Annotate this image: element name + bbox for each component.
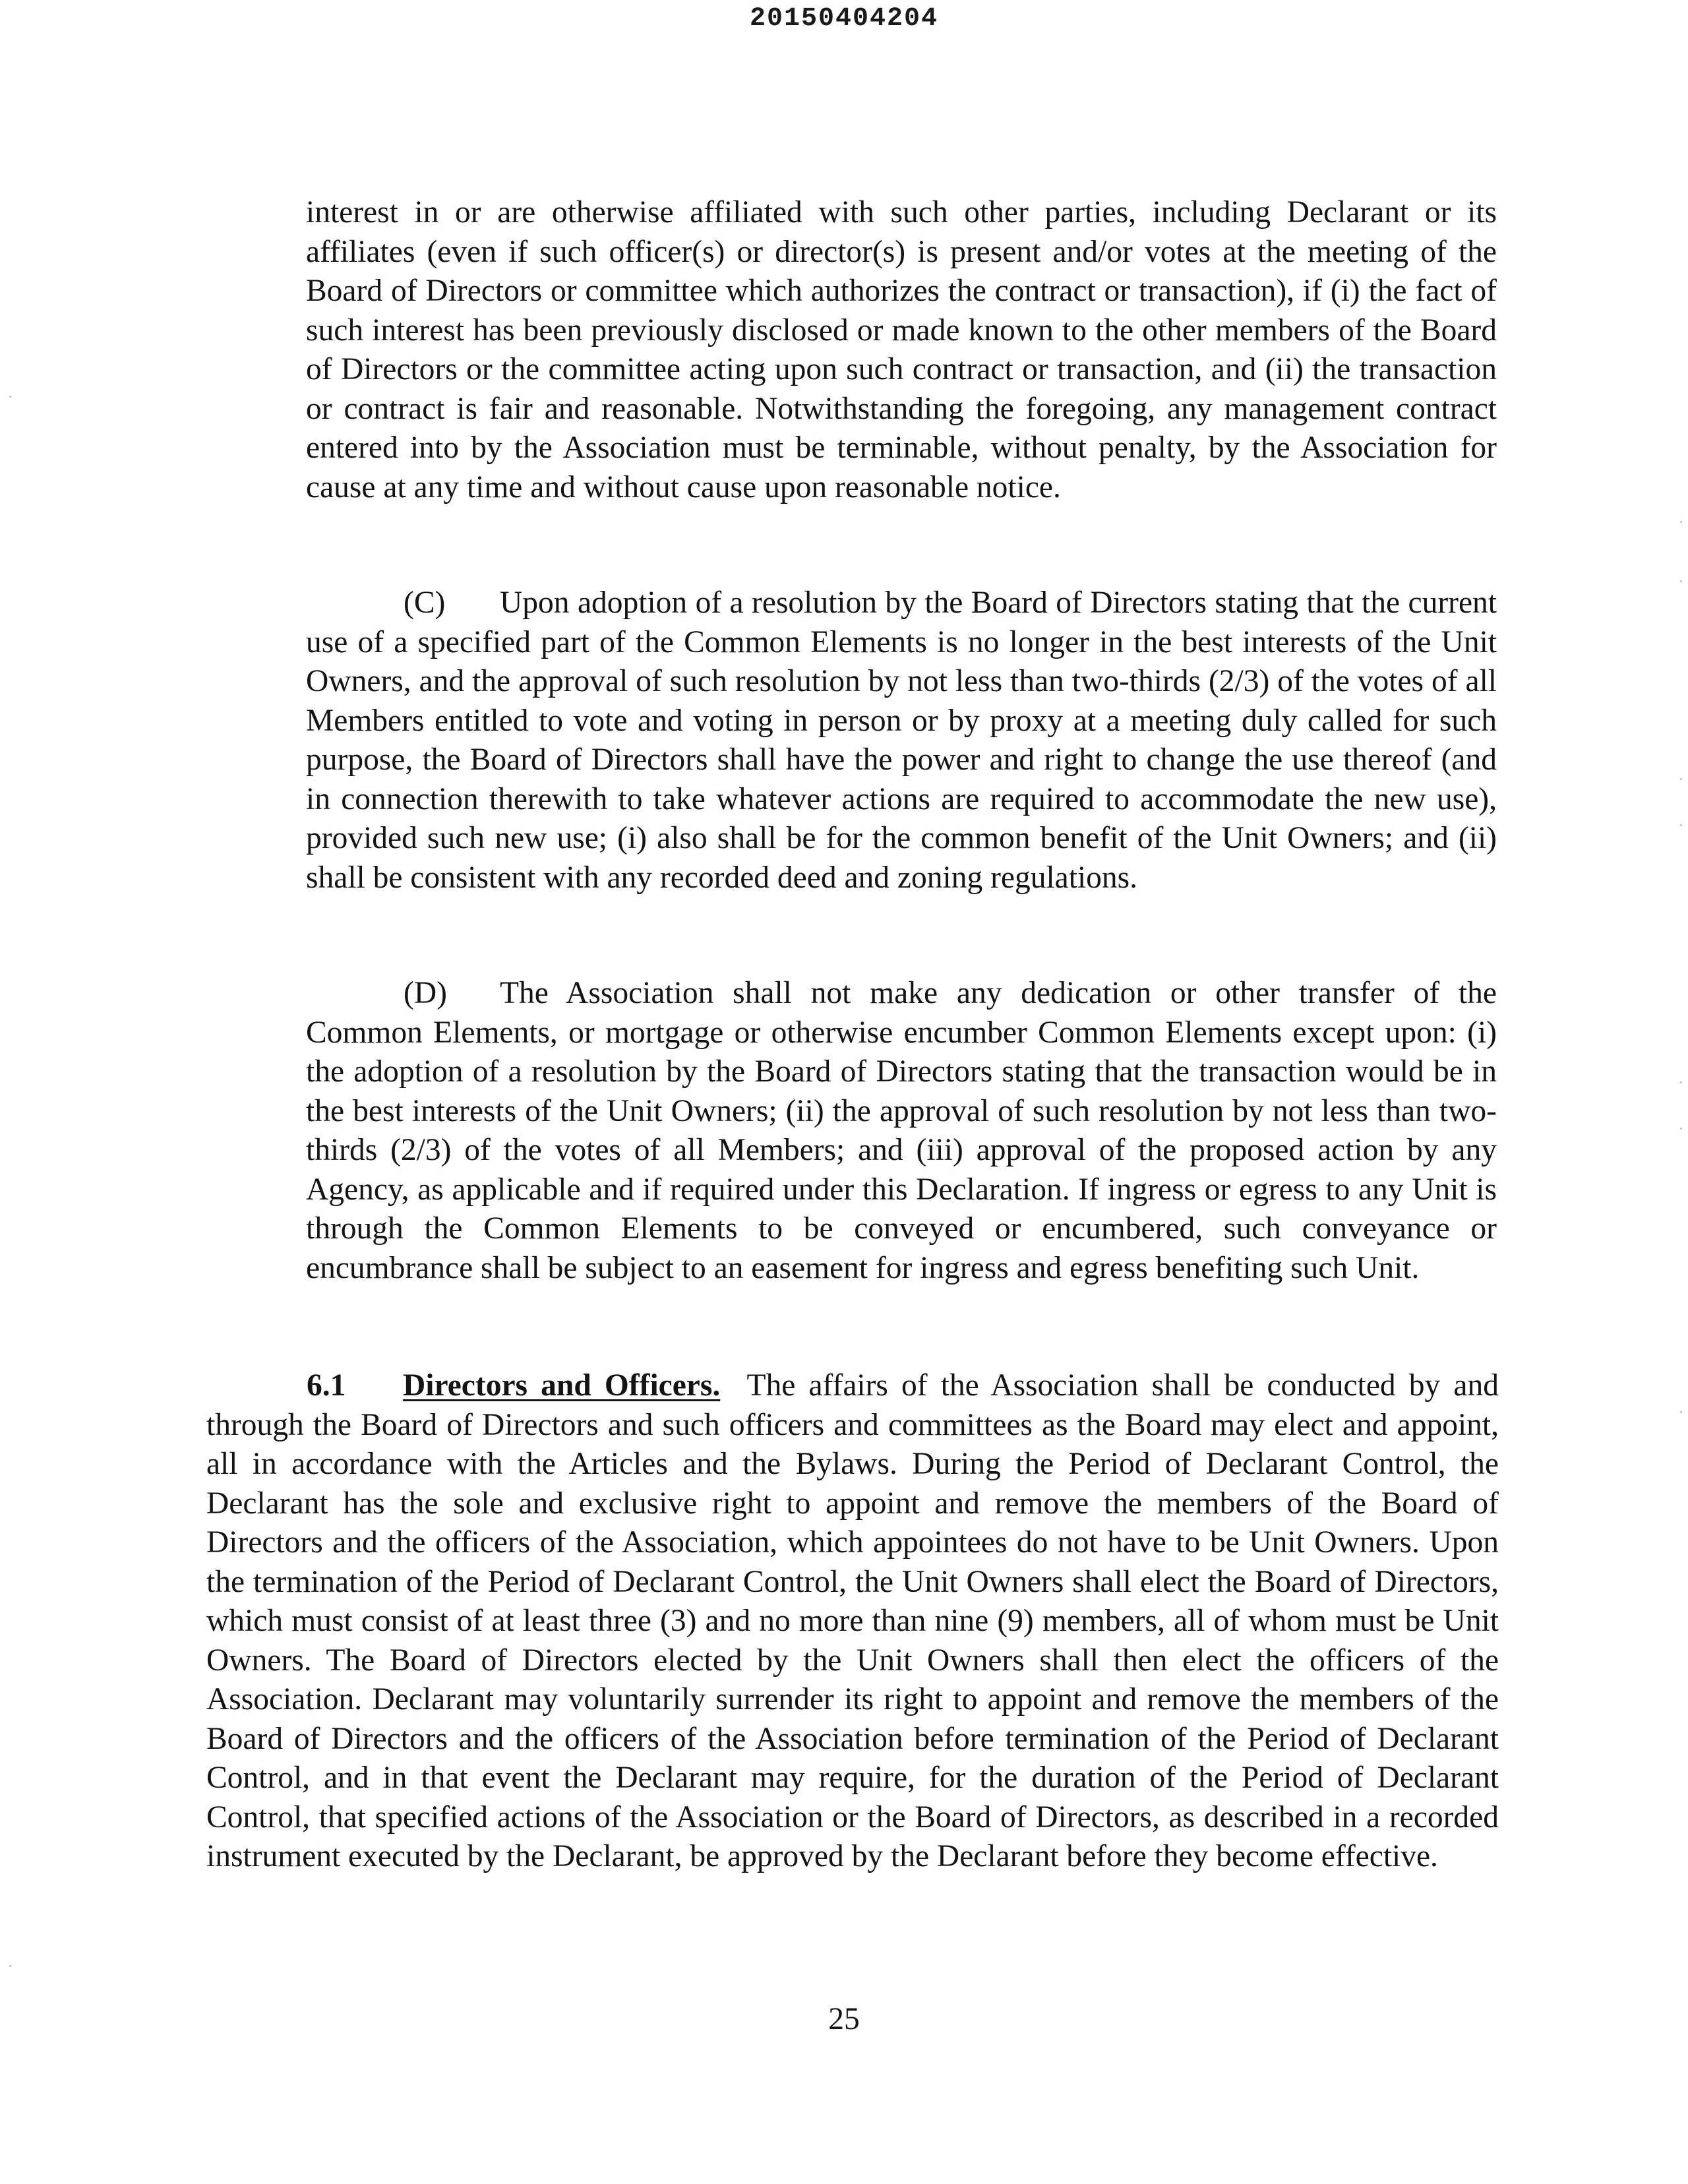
paragraph-c-label: (C) [404,586,446,620]
paragraph-d-text: The Association shall not make any dedication or other transfer of the Common Elements, or mortgage or otherwise encumber Common Elements except upon: (i) the adoption of a resolution by the Board of Directors stating that the transaction would be in the best interests of the Unit Owners; (ii) the approval of such resolution by not less than two-thirds (2/3) of the votes of all Members; and (iii) approval of the proposed action by any Agency, as applicable and if required under this Declaration. If ingress or egress to any Unit is through the Common Elements to be conveyed or encumbered, such conveyance or encumbrance shall be subject to an easement for ingress and egress benefiting such Unit. [306,976,1497,1285]
scan-speck [1680,1081,1682,1083]
document-header-id: 20150404204 [749,4,939,34]
scan-speck [1680,580,1682,582]
section-title: Directors and Officers. [403,1368,721,1403]
scan-speck [9,396,11,398]
paragraph-d [306,974,1497,1288]
section-text: The affairs of the Association shall be conducted by and through the Board of Directors and such officers and committees as the Board may elect and appoint, all in accordance with the Articles and the Bylaws. During the Period of Declarant Control, the Declarant has the sole and exclusive right to appoint and remove the members of the Board of Directors and the officers of the Association, which appointees do not have to be Unit Owners. Upon the termination of the Period of Declarant Control, the Unit Owners shall elect the Board of Directors, which must consist of at least three (3) and no more than nine (9) members, all of whom must be Unit Owners. The Board of Directors elected by the Unit Owners shall then elect the officers of the Association. Declarant may voluntarily surrender its right to appoint and remove the members of the Board of Directors and the officers of the Association before termination of the Period of Declarant Control, and in that event the Declarant may require, for the duration of the Period of Declarant Control, that specified actions of the Association or the Board of Directors, as described in a recorded instrument executed by the Declarant, be approved by the Declarant before they become effective. [206,1368,1499,1873]
section-number: 6.1 [307,1368,346,1403]
paragraph-c-text: Upon adoption of a resolution by the Board of Directors stating that the current use of a specified part of the Common Elements is no longer in the best interests of the Unit Owners, and the approval of such resolution by not less than two-thirds (2/3) of the votes of all Members entitled to vote and voting in person or by proxy at a meeting duly called for such purpose, the Board of Directors shall have the power and right to change the use thereof (and in connection therewith to take whatever actions are required to accommodate the new use), provided such new use; (i) also shall be for the common benefit of the Unit Owners; and (ii) shall be consistent with any recorded deed and zoning regulations. [306,586,1497,895]
scan-speck [1680,778,1682,780]
paragraph-c [306,584,1497,897]
scan-speck [1680,1411,1682,1413]
scan-speck [1680,824,1682,826]
continued-paragraph: interest in or are otherwise affiliated with such other parties, including Declarant or its affiliates (even if such officer(s) or director(s) is present and/or votes at the meeting of the Board of Directors or committee which authorizes the contract or transaction), if (i) the fact of such interest has been previously disclosed or made known to the other members of the Board of Directors or the committee acting upon such contract or transaction, and (ii) the transaction or contract is fair and reasonable. Notwithstanding the foregoing, any management contract entered into by the Association must be terminable, without penalty, by the Association for cause at any time and without cause upon reasonable notice. [306,195,1497,504]
section-6-1 [206,1366,1499,1877]
scan-speck [9,1965,11,1967]
page-number: 25 [828,2002,860,2036]
scan-speck [1680,1128,1682,1130]
scan-speck [1680,521,1682,523]
paragraph-d-label: (D) [404,976,447,1010]
